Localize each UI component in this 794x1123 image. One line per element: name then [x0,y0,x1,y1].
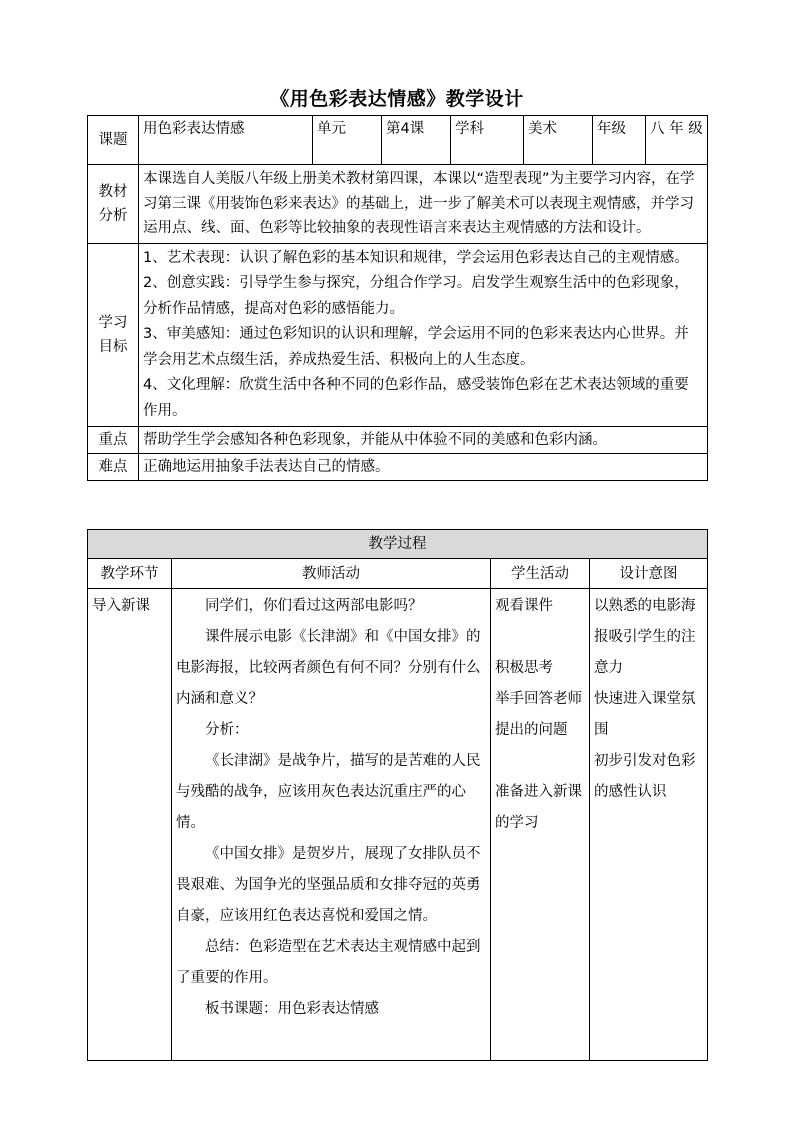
student-activity: 举手回答老师提出的问题 [495,691,582,738]
grade-value: 八 年 级 [646,116,708,165]
objectives-list [139,243,708,427]
design-intent: 快速进入课堂氛围 [594,691,696,738]
subject-label: 学科 [451,116,524,165]
objective-item: 4、文化理解：欣赏生活中各种不同的色彩作品，感受装饰色彩在艺术表达领域的重要作用。 [143,377,689,419]
objective-item: 2、创意实践：引导学生参与探究，分组合作学习。启发学生观察生活中的色彩现象，分析作品情感，提高对色彩的感悟能力。 [143,275,689,317]
student-activity-cell [491,589,590,1061]
student-activity: 准备进入新课的学习 [495,784,582,831]
design-intent: 初步引发对色彩的感性认识 [594,753,696,800]
analysis-label: 教材分析 [88,165,139,244]
key-point-text: 帮助学生学会感知各种色彩现象，并能从中体验不同的美感和色彩内涵。 [139,427,708,454]
course-value: 用色彩表达情感 [139,116,313,165]
course-label: 课题 [88,116,139,165]
teacher-paragraph: 总结：色彩造型在艺术表达主观情感中起到了重要的作用。 [176,939,481,986]
objectives-label: 学习目标 [88,243,139,427]
column-header: 设计意图 [590,559,708,589]
teacher-paragraph: 《长津湖》是战争片，描写的是苦难的人民与残酷的战争，应该用灰色表达沉重庄严的心情。 [176,753,481,831]
teacher-paragraph: 课件展示电影《长津湖》和《中国女排》的电影海报，比较两者颜色有何不同？分别有什么内涵和意义？ [176,629,481,707]
objective-item: 3、审美感知：通过色彩知识的认识和理解，学会运用不同的色彩来表达内心世界。并学会用艺术点缀生活，养成热爱生活、积极向上的人生态度。 [143,326,689,368]
key-point-row [88,427,708,454]
grade-label: 年级 [593,116,646,165]
teacher-activity-cell [172,589,491,1061]
header-row [88,116,708,165]
design-intent: 以熟悉的电影海报吸引学生的注意力 [594,598,696,676]
unit-value: 第4课 [382,116,451,165]
process-table [87,529,708,1061]
column-header: 教师活动 [172,559,491,589]
unit-label: 单元 [313,116,382,165]
column-header: 学生活动 [491,559,590,589]
process-column-headers [88,559,708,589]
difficulty-text: 正确地运用抽象手法表达自己的情感。 [139,454,708,481]
process-section-title: 教学过程 [88,530,708,559]
key-point-label: 重点 [88,427,139,454]
objectives-row [88,243,708,427]
stage-cell: 导入新课 [88,589,172,1061]
subject-value: 美术 [524,116,593,165]
student-activity: 观看课件 [495,598,553,614]
info-table [87,115,708,481]
student-activity: 积极思考 [495,660,553,676]
teacher-paragraph: 分析： [205,722,249,738]
process-row-intro [88,589,708,1061]
teacher-paragraph: 《中国女排》是贺岁片，展现了女排队员不畏艰难、为国争光的坚强品质和女排夺冠的英勇自豪，应该用红色表达喜悦和爱国之情。 [176,846,481,924]
teacher-paragraph: 同学们，你们看过这两部电影吗？ [205,598,423,614]
difficulty-label: 难点 [88,454,139,481]
analysis-row [88,165,708,244]
analysis-text: 本课选自人美版八年级上册美术教材第四课，本课以“造型表现”为主要学习内容，在学习第三课《用装饰色彩来表达》的基础上，进一步了解美术可以表现主观情感，并学习运用点、线、面、色彩等比较抽象的表现性语言来表达主观情感的方法和设计。 [139,165,708,244]
document-title: 《用色彩表达情感》教学设计 [270,88,524,110]
design-intent-cell [590,589,708,1061]
teacher-paragraph: 板书课题：用色彩表达情感 [205,1001,379,1017]
difficulty-row [88,454,708,481]
objective-item: 1、艺术表现：认识了解色彩的基本知识和规律，学会运用色彩表达自己的主观情感。 [143,249,689,266]
column-header: 教学环节 [88,559,172,589]
